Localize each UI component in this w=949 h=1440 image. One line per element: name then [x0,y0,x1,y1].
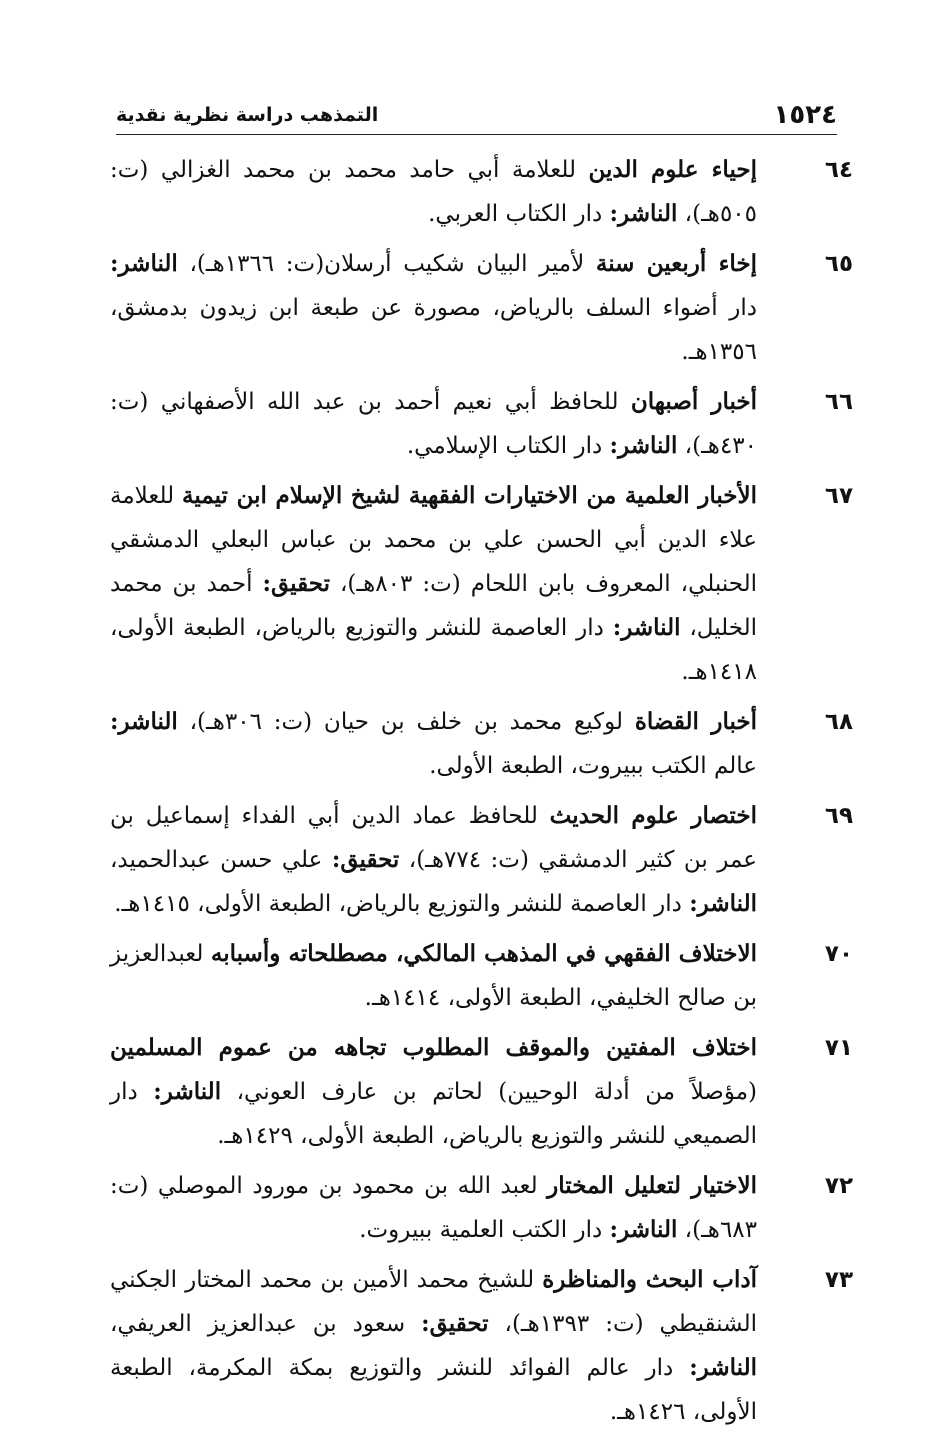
entry-number: ٦٤ [824,157,853,183]
entry-label: الناشر: [612,614,681,641]
entry-number: ٧٢ [824,1173,853,1199]
entry-label: الناشر: [609,1216,678,1243]
entry-detail: دار أضواء السلف بالرياض، مصورة عن طبعة ابن زيدون بدمشق، ١٣٥٦هـ. [110,295,757,365]
bibliography-list [110,148,853,1440]
bibliography-entry [110,1258,853,1434]
entry-title: الأخبار العلمية من الاختيارات الفقهية لشيخ الإسلام ابن تيمية [182,482,758,509]
running-title: التمذهب دراسة نظرية نقدية [116,104,379,126]
entry-detail: علي حسن عبدالحميد، [110,847,332,873]
entry-label: الناشر: [110,708,178,735]
bibliography-entry [110,242,853,374]
entry-title: الاختلاف الفقهي في المذهب المالكي، مصطلحاته وأسبابه [210,940,757,967]
entry-detail: دار العاصمة للنشر والتوزيع بالرياض، الطبعة الأولى، ١٤١٨هـ. [110,615,757,685]
entry-label: الناشر: [110,250,178,277]
entry-detail: دار الكتاب العربي. [428,201,610,227]
entry-number: ٧٣ [824,1267,853,1293]
bibliography-entry [110,932,853,1020]
entry-label: الناشر: [609,200,678,227]
entry-text [110,148,757,236]
entry-detail: عالم الكتب ببيروت، الطبعة الأولى. [429,753,757,779]
bibliography-entry [110,700,853,788]
entry-text [110,1258,757,1434]
entry-number: ٧٠ [824,941,853,967]
bibliography-entry [110,1164,853,1252]
entry-title: اختلاف المفتين والموقف المطلوب تجاهه من عموم المسلمين [110,1034,757,1061]
entry-text [110,242,757,374]
entry-detail: لوكيع محمد بن خلف بن حيان (ت: ٣٠٦هـ)، [177,709,635,735]
entry-title: آداب البحث والمناظرة [542,1266,757,1293]
entry-title: إحياء علوم الدين [588,156,757,183]
entry-detail: دار العاصمة للنشر والتوزيع بالرياض، الطبعة الأولى، ١٤١٥هـ. [114,891,690,917]
entry-text [110,700,757,788]
entry-title: أخبار القضاة [634,708,758,735]
entry-text [110,474,757,694]
bibliography-entry [110,380,853,468]
entry-detail: للحافظ عماد الدين أبي الفداء إسماعيل بن عمر بن كثير الدمشقي (ت: ٧٧٤هـ)، [110,803,757,873]
entry-label: الناشر: [153,1078,222,1105]
entry-detail: لأمير البيان شكيب أرسلان(ت: ١٣٦٦هـ)، [177,251,596,277]
entry-title: الاختيار لتعليل المختار [547,1172,757,1199]
entry-text [110,380,757,468]
entry-label: الناشر: [689,1354,757,1381]
bibliography-entry [110,1026,853,1158]
entry-detail: للعلامة علاء الدين أبي الحسن علي بن محمد بن عباس البعلي الدمشقي الحنبلي، المعروف بابن اللحام (ت: ٨٠٣هـ)، [110,483,758,597]
entry-label: تحقيق: [331,846,400,873]
entry-title: إخاء أربعين سنة [595,250,758,277]
entry-number: ٦٦ [824,389,853,415]
entry-number: ٦٧ [824,483,853,509]
entry-detail: دار الكتب العلمية ببيروت. [359,1217,610,1243]
entry-detail: (مؤصلاً من أدلة الوحيين) لحاتم بن عارف العوني، [221,1079,757,1105]
entry-number: ٦٨ [824,709,853,735]
bibliography-entry [110,474,853,694]
entry-detail: دار عالم الفوائد للنشر والتوزيع بمكة المكرمة، الطبعة الأولى، ١٤٢٦هـ. [110,1355,757,1425]
entry-detail: دار الصميعي للنشر والتوزيع بالرياض، الطبعة الأولى، ١٤٢٩هـ. [110,1079,757,1149]
entry-title: أخبار أصبهان [630,388,758,415]
page-header [116,96,837,135]
bibliography-entry [110,148,853,236]
entry-detail: للعلامة أبي حامد محمد بن محمد الغزالي (ت: ٥٠٥هـ)، [110,157,757,227]
entry-detail: سعود بن عبدالعزيز العريفي، [110,1311,422,1337]
entry-detail: للحافظ أبي نعيم أحمد بن عبد الله الأصفهاني (ت: ٤٣٠هـ)، [110,389,757,459]
entry-title: اختصار علوم الحديث [549,802,757,829]
bibliography-entry [110,794,853,926]
entry-label: تحقيق: [421,1310,489,1337]
page-number: ١٥٢٤ [773,100,837,130]
entry-detail: لعبدالعزيز بن صالح الخليفي، الطبعة الأولى، ١٤١٤هـ. [110,941,757,1011]
entry-text [110,1164,757,1252]
entry-detail: للشيخ محمد الأمين بن محمد المختار الجكني الشنقيطي (ت: ١٣٩٣هـ)، [110,1267,757,1337]
entry-label: الناشر: [689,890,757,917]
entry-detail: أحمد بن محمد الخليل، [110,571,757,641]
entry-label: الناشر: [609,432,678,459]
entry-number: ٧١ [824,1035,853,1061]
entry-label: تحقيق: [262,570,330,597]
entry-number: ٦٥ [824,251,853,277]
entry-detail: دار الكتاب الإسلامي. [406,433,610,459]
entry-text [110,1026,757,1158]
entry-number: ٦٩ [824,803,853,829]
entry-detail: لعبد الله بن محمود بن مورود الموصلي (ت: ٦٨٣هـ)، [110,1173,757,1243]
entry-text [110,932,757,1020]
entry-text [110,794,757,926]
